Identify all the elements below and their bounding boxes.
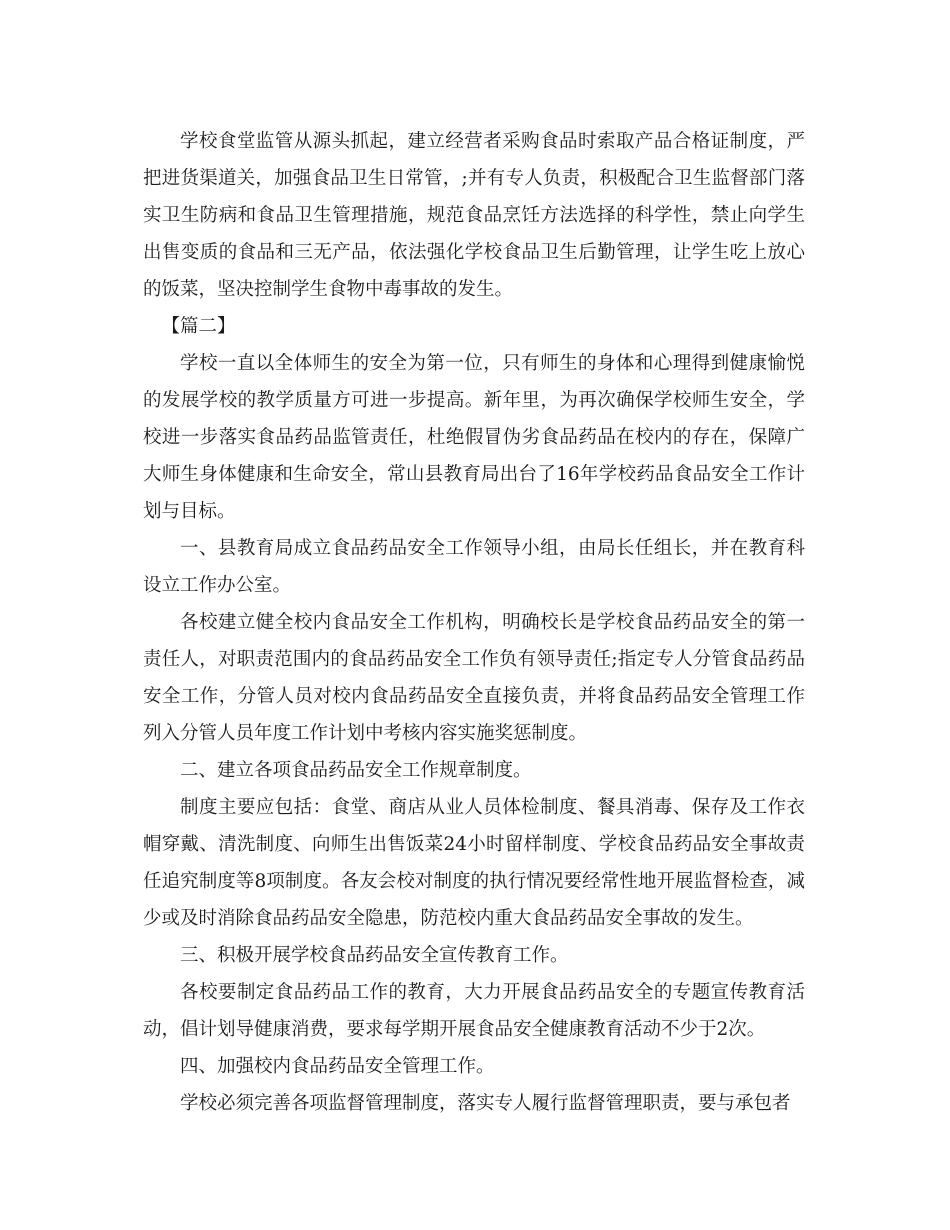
document-body [143, 123, 805, 1122]
paragraph-intro-safety: 学校一直以全体师生的安全为第一位，只有师生的身体和心理得到健康愉悦的发展学校的教学质量方可进一步提高。新年里，为再次确保学校师生安全，学校进一步落实食品药品监管责任，杜绝假冒伪劣食品药品在校内的存在，保障广大师生身体健康和生命安全，常山县教育局出台了16年学校药品食品安全工作计划与目标。 [143, 353, 805, 522]
paragraph-item-two: 二、建立各项食品药品安全工作规章制度。 [180, 760, 532, 781]
paragraph-regulations: 制度主要应包括：食堂、商店从业人员体检制度、餐具消毒、保存及工作衣帽穿戴、清洗制度、向师生出售饭菜24小时留样制度、学校食品药品安全事故责任追究制度等8项制度。各友会校对制度的执行情况要经常性地开展监督检查，减少或及时消除食品药品安全隐患，防范校内重大食品药品安全事故的发生。 [143, 797, 805, 929]
paragraph-school-organization: 各校建立健全校内食品安全工作机构，明确校长是学校食品药品安全的第一责任人，对职责范围内的食品药品安全工作负有领导责任;指定专人分管食品药品安全工作，分管人员对校内食品药品安全直接负责，并将食品药品安全管理工作列入分管人员年度工作计划中考核内容实施奖惩制度。 [143, 612, 805, 744]
paragraph-item-one: 一、县教育局成立食品药品安全工作领导小组，由局长任组长，并在教育科设立工作办公室。 [143, 538, 805, 596]
section-heading-part-two: 【篇二】 [161, 316, 236, 337]
paragraph-education: 各校要制定食品药品工作的教育，大力开展食品药品安全的专题宣传教育活动，倡计划导健康消费，要求每学期开展食品安全健康教育活动不少于2次。 [143, 982, 805, 1040]
paragraph-management: 学校必须完善各项监督管理制度，落实专人履行监督管理职责，要与承包者 [180, 1093, 791, 1114]
paragraph-item-three: 三、积极开展学校食品药品安全宣传教育工作。 [180, 945, 569, 966]
paragraph-canteen-supervision: 学校食堂监管从源头抓起，建立经营者采购食品时索取产品合格证制度，严把进货渠道关，加强食品卫生日常管，;并有专人负责，积极配合卫生监督部门落实卫生防病和食品卫生管理措施，规范食品烹饪方法选择的科学性，禁止向学生出售变质的食品和三无产品，依法强化学校食品卫生后勤管理，让学生吃上放心的饭菜，坚决控制学生食物中毒事故的发生。 [143, 131, 805, 300]
paragraph-item-four: 四、加强校内食品药品安全管理工作。 [180, 1056, 495, 1077]
